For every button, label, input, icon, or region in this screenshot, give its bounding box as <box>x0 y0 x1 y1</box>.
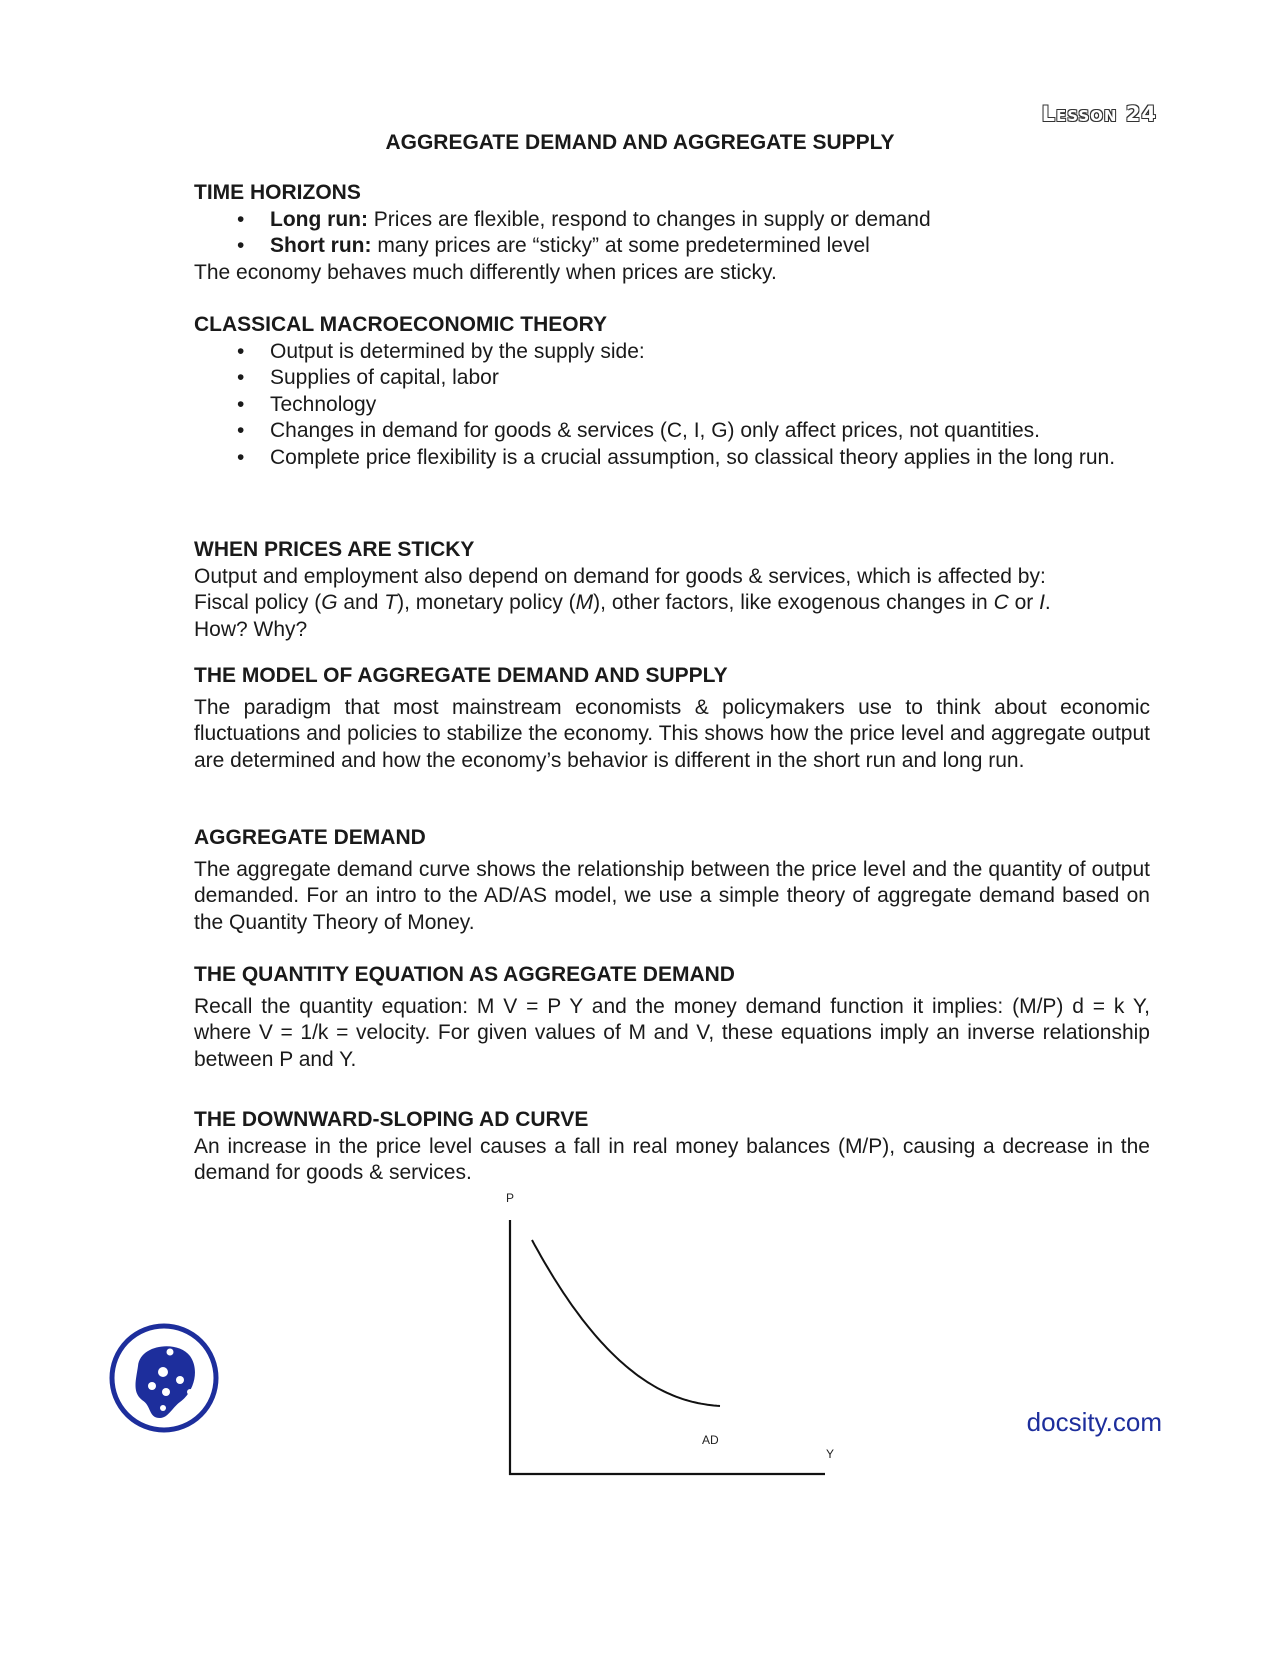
paragraph: Recall the quantity equation: M V = P Y and the money demand function it implies: (M/P) d = k Y, where V = 1/k = velocity. For given values of M and V, these equations imply an inverse relationship between P and Y. <box>194 994 1150 1071</box>
docsity-logo-icon <box>108 1322 220 1434</box>
section-time-horizons <box>194 180 1150 286</box>
list-item: • Complete price flexibility is a crucial assumption, so classical theory applies in the long run. <box>270 445 1150 472</box>
x-axis-label: Y <box>826 1447 835 1461</box>
section-heading: TIME HORIZONS <box>194 181 361 204</box>
y-axis-label: P <box>506 1191 515 1205</box>
paragraph: How? Why? <box>194 617 308 641</box>
curve-label: AD <box>702 1433 719 1447</box>
section-classical <box>194 312 1150 471</box>
list-item: • Output is determined by the supply side: <box>270 339 1150 366</box>
section-downward-ad <box>194 1107 1150 1187</box>
section-aggregate-demand <box>194 825 1150 936</box>
paragraph: The paradigm that most mainstream economists & policymakers use to think about economic fluctuations and policies to stabilize the economy. This shows how the price level and aggregate output are determined and how the economy’s behavior is different in the short run and long run. <box>194 695 1150 772</box>
ad-curve <box>532 1240 720 1406</box>
paragraph: An increase in the price level causes a fall in real money balances (M/P), causing a decrease in the demand for goods & services. <box>194 1134 1150 1184</box>
section-heading: CLASSICAL MACROECONOMIC THEORY <box>194 313 608 336</box>
paragraph: The economy behaves much differently when prices are sticky. <box>194 260 777 284</box>
section-model <box>194 663 1150 774</box>
bullet-list <box>194 207 1150 260</box>
list-item: • Short run: many prices are “sticky” at some predetermined level <box>270 233 1150 260</box>
list-item: • Changes in demand for goods & services (C, I, G) only affect prices, not quantities. <box>270 418 1150 445</box>
section-sticky-prices <box>194 537 1150 643</box>
section-quantity-equation <box>194 962 1150 1073</box>
section-heading: AGGREGATE DEMAND <box>194 826 426 849</box>
section-heading: THE MODEL OF AGGREGATE DEMAND AND SUPPLY <box>194 664 728 687</box>
ad-curve-chart <box>480 1186 860 1476</box>
paragraph: The aggregate demand curve shows the relationship between the price level and the quantity of output demanded. For an intro to the AD/AS model, we use a simple theory of aggregate demand based on the Quantity Theory of Money. <box>194 857 1150 934</box>
section-heading: WHEN PRICES ARE STICKY <box>194 538 475 561</box>
section-heading: THE DOWNWARD-SLOPING AD CURVE <box>194 1108 589 1131</box>
page-title: AGGREGATE DEMAND AND AGGREGATE SUPPLY <box>385 131 895 154</box>
list-item: • Technology <box>270 392 1150 419</box>
section-heading: THE QUANTITY EQUATION AS AGGREGATE DEMAND <box>194 963 735 986</box>
bullet-list <box>194 339 1150 472</box>
paragraph: Fiscal policy (G and T), monetary policy (M), other factors, like exogenous changes in C or I. <box>194 591 1051 614</box>
paragraph: Output and employment also depend on demand for goods & services, which is affected by: <box>194 564 1046 588</box>
brand-link[interactable]: docsity.com <box>1026 1407 1162 1437</box>
list-item: • Long run: Prices are flexible, respond to changes in supply or demand <box>270 207 1150 234</box>
lesson-number: Lesson 24 <box>1041 102 1157 126</box>
list-item: • Supplies of capital, labor <box>270 365 1150 392</box>
